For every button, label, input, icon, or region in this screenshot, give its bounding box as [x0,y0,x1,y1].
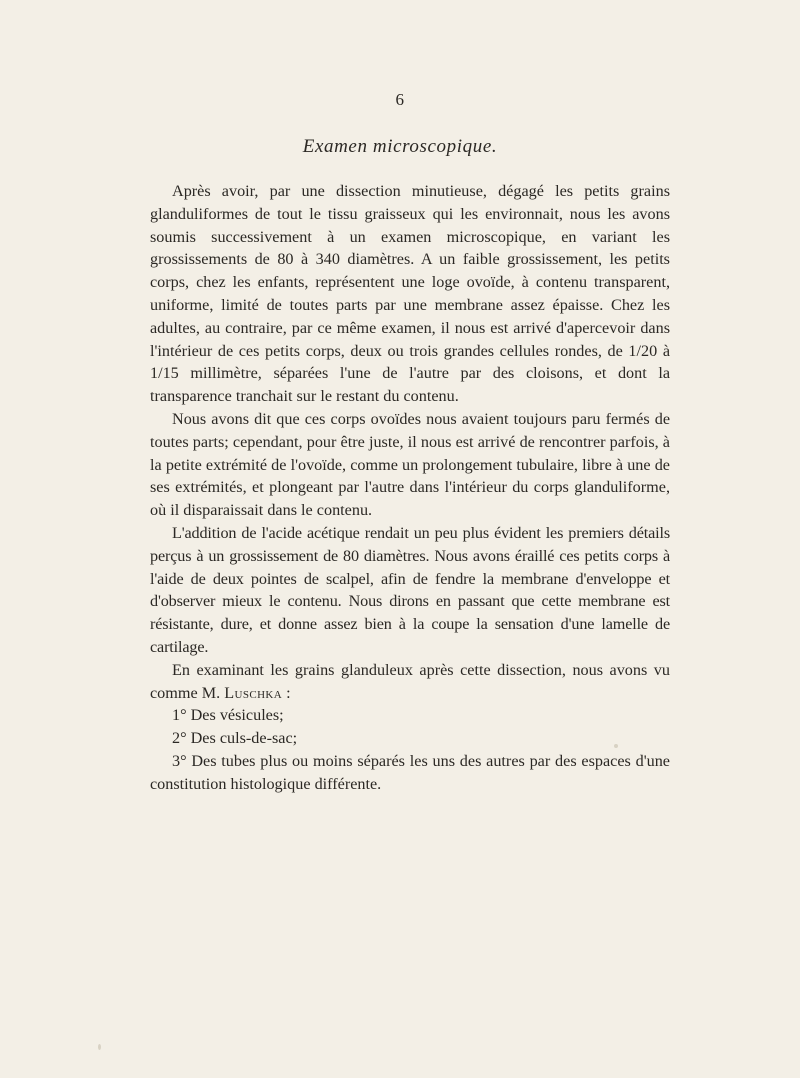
body-text [150,180,670,796]
list-item-tubes: 3° Des tubes plus ou moins séparés les uns des autres par des espaces d'une constitution histologique différente. [150,751,670,793]
paper-speck [614,744,618,748]
author-name: Luschka [224,683,283,702]
list-item-culs-de-sac: 2° Des culs-de-sac; [172,729,298,748]
paragraph-acetic-acid: L'addition de l'acide acétique rendait un peu plus évident les premiers détails perçus à un grossissement de 80 diamètres. Nous avons éraillé ces petits corps à l'aide de deux pointes de scalpel, afin de fendre la membrane d'enveloppe et d'observer mieux le contenu. Nous dirons en passant que cette membrane est résistante, dure, et donne assez bien à la coupe la sensation d'une lamelle de cartilage. [150,523,670,656]
examination-colon: : [282,683,291,702]
paper-speck [98,1044,101,1050]
list-item-vesicles: 1° Des vésicules; [172,706,284,725]
examination-intro: En examinant les grains glanduleux après cette dissection, nous avons vu comme M. [150,660,670,702]
page-number: 6 [395,90,405,109]
paragraph-closed-bodies: Nous avons dit que ces corps ovoïdes nous avaient toujours paru fermés de toutes parts; cependant, pour être juste, il nous est arrivé de rencontrer parfois, à la petite extrémité de l'ovoïde, comme un prolongement tubulaire, libre à une de ses extrémités, et plongeant par l'autre dans l'intérieur du corps glanduliforme, où il disparaissait dans le contenu. [150,409,670,520]
section-title: Examen microscopique. [302,136,498,157]
paragraph-dissection: Après avoir, par une dissection minutieuse, dégagé les petits grains glanduliformes de tout le tissu graisseux qui les environnait, nous les avons soumis successivement à un examen microscopique, en variant les grossissements de 80 à 340 diamètres. A un faible grossissement, les petits corps, chez les enfants, représentent une loge ovoïde, à contenu transparent, uniforme, limité de toutes parts par une membrane assez épaisse. Chez les adultes, au contraire, par ce même examen, il nous est arrivé d'apercevoir dans l'intérieur de ces petits corps, deux ou trois grandes cellules rondes, de 1/20 à 1/15 millimètre, séparées l'une de l'autre par des cloisons, et dont la transparence tranchait sur le restant du contenu. [150,182,670,406]
paragraph-examination [150,659,670,705]
